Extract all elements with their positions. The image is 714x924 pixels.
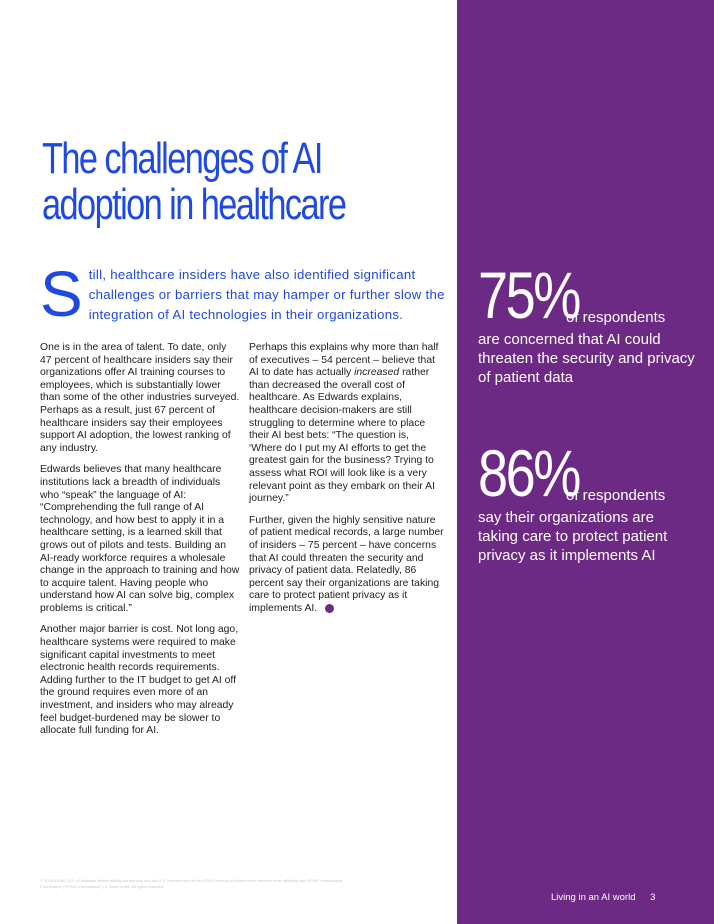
page-footer bbox=[551, 892, 667, 903]
footer-doc-title: Living in an AI world bbox=[551, 892, 636, 903]
col1-paragraph-1: One is in the area of talent. To date, only 47 percent of healthcare insiders say their organizations offer AI training courses to employees, which is substantially lower than some of the other industries surveyed. Perhaps as a result, just 67 percent of healthcare insiders say their employees support AI adoption, the lowest ranking of any industry. bbox=[40, 342, 240, 454]
col1-paragraph-2: Edwards believes that many healthcare institutions lack a breadth of individuals who “speak” the language of AI: “Comprehending the full range of AI technology, and how best to apply it in a healthcare setting, is a learned skill that grows out of pilots and tests. Building an AI-ready workforce requires a wholesale change in the approach to training and how to acquire talent. Having people who understand how AI can solve big, complex problems is critical.” bbox=[40, 464, 240, 614]
stat-of-label: of respondents bbox=[566, 487, 666, 504]
col2-p1-before: Perhaps this explains why more than half of executives – 54 percent – believe that AI to date has actually bbox=[249, 342, 439, 379]
stat-of-label: of respondents bbox=[566, 309, 666, 326]
lead-paragraph bbox=[40, 258, 445, 330]
lead-text: till, healthcare insiders have also identified significant challenges or barriers that may hamper or further slow the integration of AI technologies in their organizations. bbox=[88, 267, 445, 322]
stat-number: 75% bbox=[478, 258, 579, 332]
page-number: 3 bbox=[650, 892, 656, 903]
title-line-1: The challenges of AI bbox=[42, 134, 322, 183]
col1-paragraph-3: Another major barrier is cost. Not long ago, healthcare systems were required to make significant capital investments to meet electronic health records requirements. Adding further to the IT budget to get AI off the ground requires even more of an investment, and insiders who may already feel budget-burdened may be slower to allocate full funding for AI. bbox=[40, 624, 239, 737]
col2-p1-after: rather than decreased the overall cost of healthcare. As Edwards explains, healthcare decision-makers are still struggling to determine where to place their AI best bets: “The question is, ‘Where do I put my AI efforts to get the greatest gain for the business? Trying to assess what ROI will look like is a very relevant point as they embark on their AI journey.” bbox=[249, 367, 435, 505]
col2-p1-emphasis: increased bbox=[354, 367, 400, 379]
legal-notice: © 2020 KPMG LLP, a Delaware limited liability partnership and the U.S. member firm of the KPMG network of independent member firms affiliated with KPMG International Cooperative (“KPMG International”), a Swiss entity. All rights reserved. bbox=[40, 878, 343, 889]
stat-description: say their organizations are taking care to protect patient privacy as it implements AI bbox=[478, 509, 668, 564]
page-title bbox=[42, 136, 354, 228]
stat-description: are concerned that AI could threaten the security and privacy of patient data bbox=[478, 331, 695, 386]
end-mark-dot bbox=[325, 604, 334, 613]
col2-paragraph-2 bbox=[249, 515, 444, 616]
stat-callout-75 bbox=[478, 258, 698, 387]
body-column-1 bbox=[40, 342, 240, 747]
stat-number: 86% bbox=[478, 436, 579, 510]
title-line-2: adoption in healthcare bbox=[42, 180, 346, 229]
stat-callout-86 bbox=[478, 436, 698, 565]
drop-cap: S bbox=[40, 258, 83, 330]
body-column-2 bbox=[249, 342, 444, 624]
col2-paragraph-1 bbox=[249, 342, 444, 506]
col2-p2-text: Further, given the highly sensitive nature of patient medical records, a large number of insiders – 75 percent – have concerns that AI could threaten the security and privacy of patient data. Relatedly, 86 percent say their organizations are taking care to protect patient privacy as it implements AI. bbox=[249, 514, 444, 614]
